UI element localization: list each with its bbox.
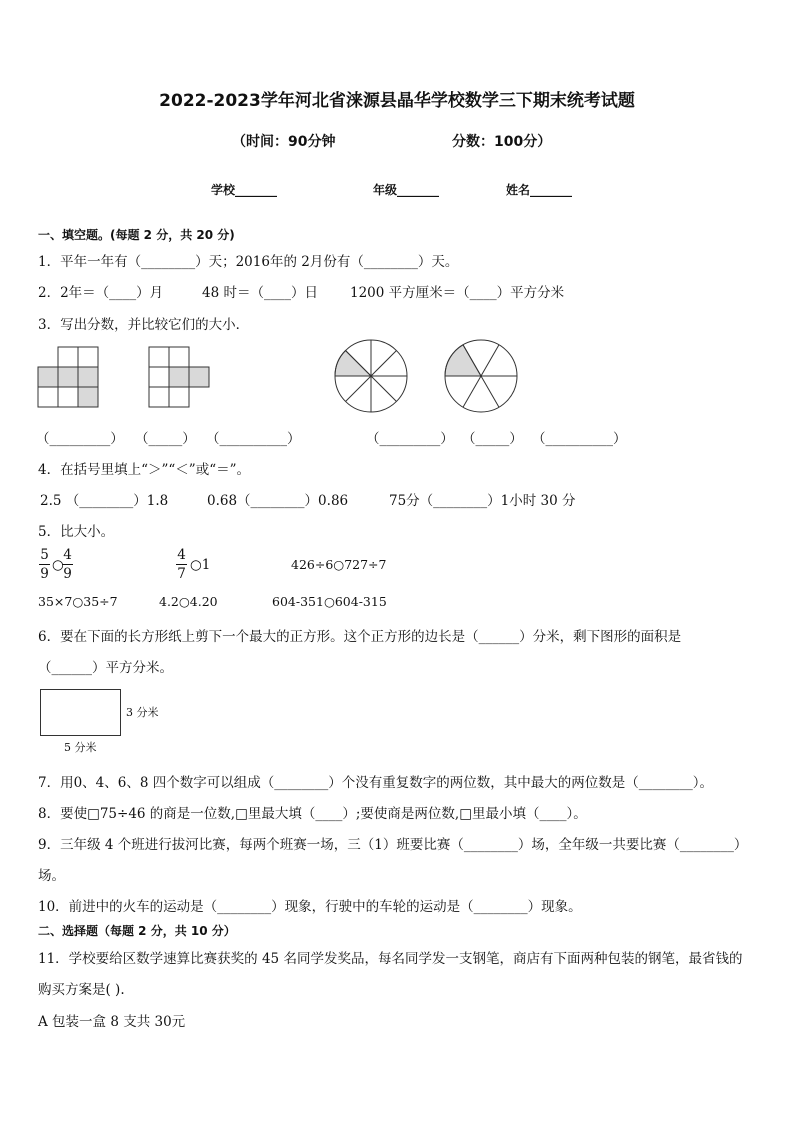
compare-item: 4.2○4.20 xyxy=(159,594,218,609)
answer-blank[interactable]: （__________） xyxy=(206,431,301,447)
circle-figures xyxy=(333,337,523,417)
answer-blank[interactable]: （_____） xyxy=(135,431,196,447)
name-field[interactable]: 姓名_______ xyxy=(506,183,573,197)
question-7: 7．用0、4、6、8 四个数字可以组成（________）个没有重复数字的两位数，其中最大的两位数是（________）。 xyxy=(38,775,713,791)
circle-sector-shaded xyxy=(445,345,481,376)
grid-cell-shaded xyxy=(78,387,98,407)
question-6-cont: （______）平方分米。 xyxy=(38,660,173,676)
grid-cell-shaded xyxy=(189,367,209,387)
fraction-numerator: 5 xyxy=(40,547,49,563)
answer-blank[interactable]: （_________） xyxy=(366,431,454,447)
question-6: 6．要在下面的长方形纸上剪下一个最大的正方形。这个正方形的边长是（______）分米，剩下图形的面积是 xyxy=(38,629,682,645)
compare-item: 2.5 （________）1.8 xyxy=(40,493,169,509)
grid-cell xyxy=(78,347,98,367)
answer-blank[interactable]: （_________） xyxy=(36,431,124,447)
grid-cell-shaded xyxy=(58,367,78,387)
option-a: A 包装一盒 8 支共 30元 xyxy=(38,1014,186,1030)
question-11-cont: 购买方案是( ). xyxy=(38,982,125,998)
question-3: 3．写出分数，并比较它们的大小． xyxy=(38,317,250,333)
rectangle-figure xyxy=(40,689,121,736)
answer-blank[interactable]: （__________） xyxy=(532,431,627,447)
compare-item: 35×7○35÷7 xyxy=(38,594,118,609)
fraction xyxy=(39,547,50,582)
compare-item: 426÷6○727÷7 xyxy=(291,557,387,572)
compare-item: 0.68（________）0.86 xyxy=(207,493,349,509)
grid-figures xyxy=(36,345,216,411)
question-10: 10．前进中的火车的运动是（________）现象，行驶中的车轮的运动是（________）现象。 xyxy=(38,899,582,915)
answer-blank[interactable]: （_____） xyxy=(462,431,523,447)
grid-cell xyxy=(169,387,189,407)
fraction-bar xyxy=(39,564,50,565)
section2-heading: 二、选择题（每题 2 分，共 10 分） xyxy=(38,924,236,938)
grid-cell-shaded xyxy=(38,367,58,387)
grid-cell xyxy=(58,387,78,407)
grid-cell xyxy=(38,387,58,407)
grade-field[interactable]: 年级_______ xyxy=(373,183,440,197)
grid-cell xyxy=(58,347,78,367)
grid-cell-shaded xyxy=(169,367,189,387)
compare-operator: ○ xyxy=(52,557,64,573)
compare-item: 604-351○604-315 xyxy=(272,594,387,609)
fraction-denominator: 9 xyxy=(63,566,72,582)
grid-cell xyxy=(169,347,189,367)
fraction xyxy=(176,547,187,582)
grid-cell xyxy=(149,367,169,387)
question-2a: 2．2年＝（____）月 xyxy=(38,285,164,301)
fraction-numerator: 4 xyxy=(177,547,186,563)
school-field[interactable]: 学校_______ xyxy=(211,183,278,197)
fraction-denominator: 7 xyxy=(177,566,186,582)
rectangle-height-label: 3 分米 xyxy=(126,706,159,719)
question-2b: 48 时＝（____）日 xyxy=(202,285,318,301)
question-4: 4．在括号里填上“＞”“＜”或“＝”。 xyxy=(38,462,250,478)
exam-score: 分数：100分） xyxy=(452,134,552,150)
fraction-bar xyxy=(62,564,73,565)
grid-cell xyxy=(149,387,169,407)
rectangle-width-label: 5 分米 xyxy=(64,741,97,754)
question-9: 9．三年级 4 个班进行拔河比赛，每两个班赛一场，三（1）班要比赛（________）场，全年级一共要比赛（________） xyxy=(38,837,748,853)
question-11: 11．学校要给区数学速算比赛获奖的 45 名同学发奖品，每名同学发一支钢笔，商店有下面两种包装的钢笔，最省钱的 xyxy=(38,951,743,967)
compare-item: 75分（________）1小时 30 分 xyxy=(389,493,576,509)
fraction-bar xyxy=(176,564,187,565)
page-title: 2022-2023学年河北省涞源县晶华学校数学三下期末统考试题 xyxy=(159,91,635,111)
circle-sector-shaded xyxy=(335,351,371,377)
question-9-cont: 场。 xyxy=(38,868,65,884)
question-8: 8．要使□75÷46 的商是一位数,□里最大填（____）;要使商是两位数,□里最小填（____）。 xyxy=(38,806,587,822)
question-2c: 1200 平方厘米＝（____）平方分米 xyxy=(350,285,565,301)
fraction-denominator: 9 xyxy=(40,566,49,582)
exam-time: （时间：90分钟 xyxy=(232,134,336,150)
fraction-numerator: 4 xyxy=(63,547,72,563)
compare-operator: ○1 xyxy=(190,557,211,573)
section1-heading: 一、填空题。(每题 2 分，共 20 分) xyxy=(38,228,235,242)
grid-cell-shaded xyxy=(78,367,98,387)
question-5: 5．比大小。 xyxy=(38,524,115,540)
question-1: 1．平年一年有（________）天；2016年的 2月份有（________）天。 xyxy=(38,254,459,270)
fraction xyxy=(62,547,73,582)
grid-cell xyxy=(149,347,169,367)
